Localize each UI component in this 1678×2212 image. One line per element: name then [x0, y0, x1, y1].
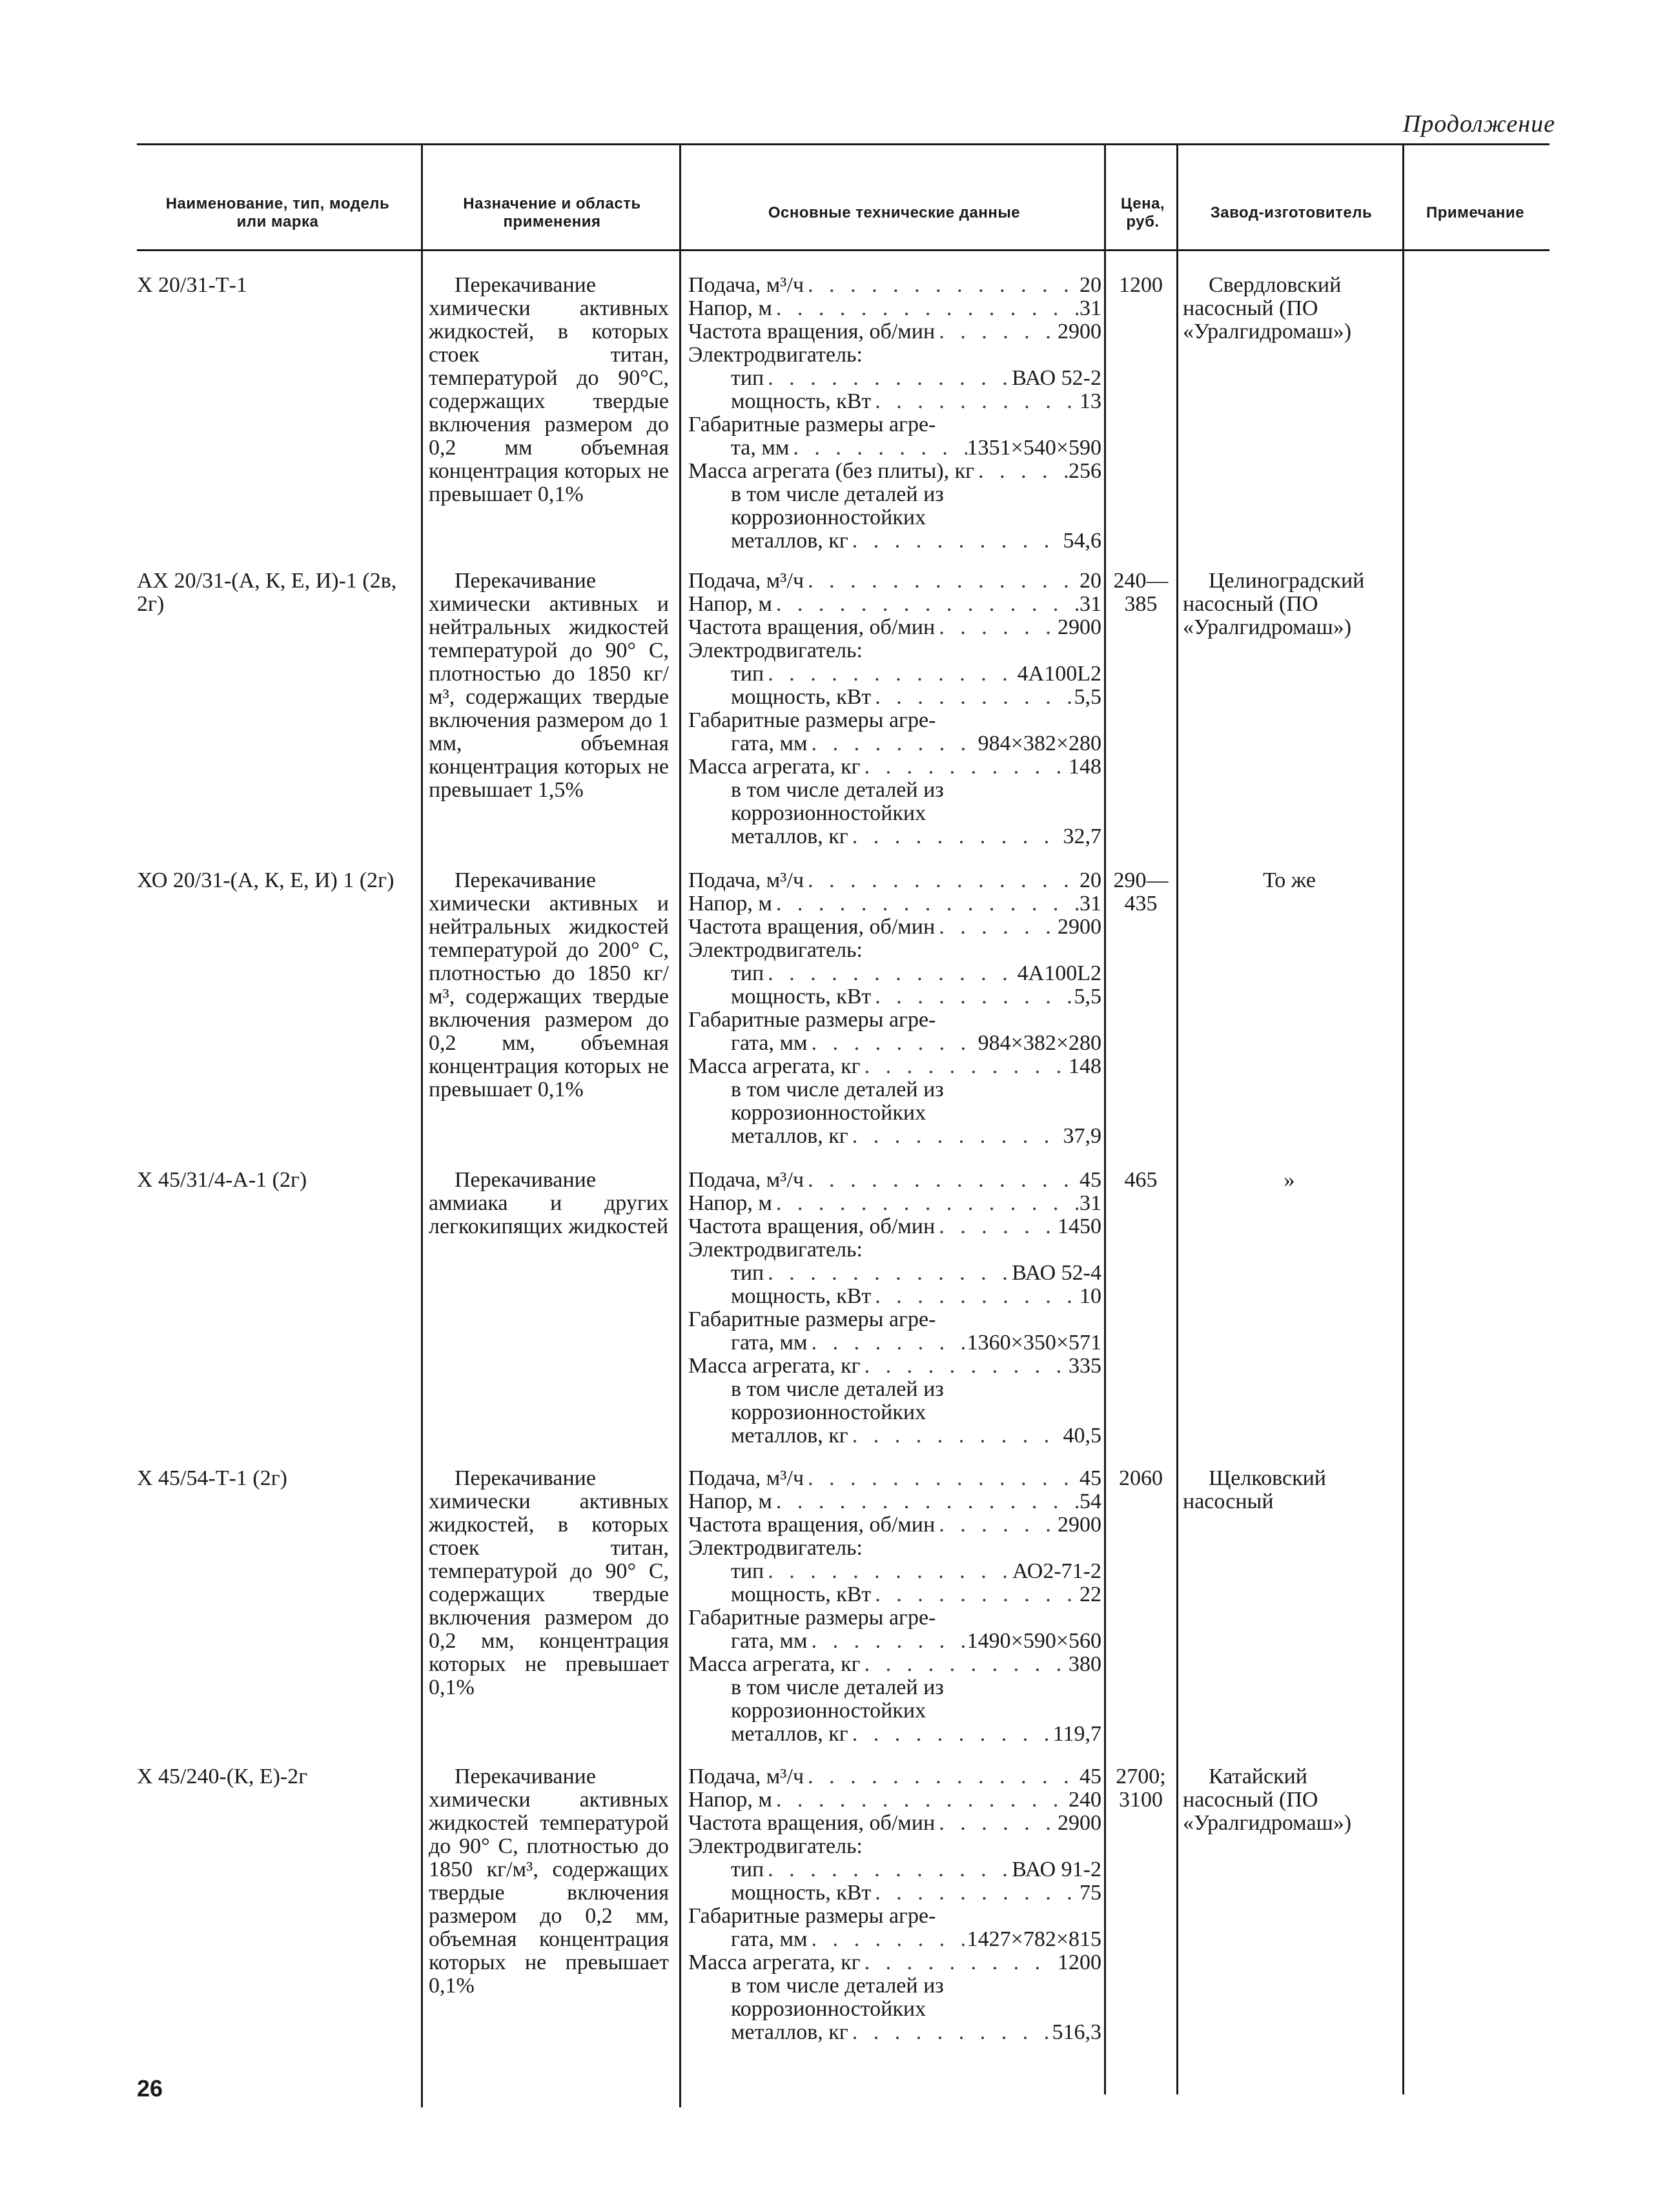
- leader-dots: [804, 569, 1079, 593]
- spec-label: металлов, кг: [731, 1424, 848, 1448]
- continuation-label: Продолжение: [1402, 110, 1555, 138]
- header-note: Примечание: [1426, 204, 1525, 221]
- purpose-paragraph: Перекачивание химически активных и нейтральных жидкостей температурой до 90° С, плотностью до 1850 кг/м³, содержащих твердые включения размером до 1 мм, объемная концентрация которых не превышает 1,5%: [429, 569, 669, 802]
- spec-corr-label: коррозионностойких: [731, 801, 926, 825]
- spec-label: Напор, м: [688, 1788, 772, 1812]
- spec-line: [688, 1032, 1101, 1055]
- spec-incl-label: в том числе деталей из: [731, 1078, 944, 1101]
- spec-value: 1360×350×571: [967, 1331, 1101, 1355]
- spec-line: [688, 616, 1101, 639]
- spec-line: [688, 1765, 1101, 1788]
- spec-value: 10: [1079, 1284, 1101, 1308]
- spec-value: 1427×782×815: [967, 1927, 1101, 1951]
- spec-value: 240: [1069, 1788, 1101, 1812]
- spec-line: [688, 460, 1101, 483]
- spec-label: мощность, кВт: [731, 1881, 872, 1905]
- spec-value: ВАО 52-4: [1012, 1261, 1101, 1285]
- spec-label: гата, мм: [731, 1031, 808, 1055]
- spec-label: Частота вращения, об/мин: [688, 915, 936, 939]
- leader-dots: [871, 1881, 1079, 1905]
- model-name: АХ 20/31-(А, К, Е, И)-1 (2в, 2г): [137, 569, 397, 616]
- manufacturer-text: То же: [1263, 868, 1316, 892]
- manufacturer-text: Катайский насосный (ПО «Уралгидромаш»): [1183, 1765, 1352, 1835]
- spec-line: [688, 1858, 1101, 1881]
- spec-value: 20: [1079, 868, 1101, 892]
- manufacturer: [1183, 569, 1396, 639]
- price: 465: [1124, 1168, 1158, 1192]
- purpose-text: [429, 869, 669, 1101]
- leader-dots: [772, 297, 1079, 320]
- spec-line: [688, 1215, 1101, 1238]
- spec-line: [688, 962, 1101, 985]
- spec-value: 2900: [1058, 1513, 1101, 1537]
- spec-line: [688, 1467, 1101, 1490]
- spec-label: Подача, м³/ч: [688, 868, 804, 892]
- spec-corr-label: коррозионностойких: [731, 1997, 926, 2021]
- purpose-paragraph: Перекачивание химически активных и нейтральных жидкостей температурой до 200° С, плотностью до 1850 кг/м³, содержащих твердые включения размером до 0,2 мм, объемная концентрация которых не превышает 0,1%: [429, 868, 669, 1101]
- spec-label: Напор, м: [688, 1191, 772, 1215]
- manufacturer: [1183, 869, 1396, 892]
- spec-label: Подача, м³/ч: [688, 273, 804, 297]
- spec-label: та, мм: [731, 436, 790, 460]
- purpose-paragraph: Перекачивание химически активных жидкостей температурой до 90° С, плотностью до 1850 кг/м³, содержащих твердые включения размером до 0,2 мм, объемная концентрация которых не превышает 0,1%: [429, 1765, 669, 1998]
- spec-line: [688, 529, 1101, 553]
- price: 2700; 3100: [1116, 1765, 1166, 1812]
- spec-value: 516,3: [1052, 2020, 1101, 2044]
- spec-value: 2900: [1058, 615, 1101, 639]
- spec-value: 45: [1079, 1765, 1101, 1788]
- spec-line: [688, 297, 1101, 320]
- spec-incl-label: в том числе деталей из: [731, 778, 944, 802]
- leader-dots: [764, 1262, 1012, 1285]
- spec-label: Частота вращения, об/мин: [688, 1811, 936, 1835]
- leader-dots: [848, 1424, 1063, 1448]
- spec-line: [688, 825, 1101, 848]
- spec-incl-label: в том числе деталей из: [731, 482, 944, 506]
- leader-dots: [861, 1653, 1069, 1676]
- spec-line: [688, 274, 1101, 297]
- spec-label: тип: [731, 366, 764, 390]
- spec-value: 148: [1069, 755, 1101, 779]
- spec-value: 54: [1079, 1490, 1101, 1513]
- spec-line: [688, 1513, 1101, 1537]
- spec-value: 22: [1079, 1582, 1101, 1606]
- spec-line: [688, 1653, 1101, 1676]
- spec-incl-label: в том числе деталей из: [731, 1377, 944, 1401]
- leader-dots: [935, 320, 1058, 343]
- leader-dots: [804, 274, 1079, 297]
- spec-line: [688, 1812, 1101, 1835]
- spec-corr-label: коррозионностойких: [731, 1699, 926, 1723]
- spec-label: Подача, м³/ч: [688, 1466, 804, 1490]
- leader-dots: [871, 390, 1079, 413]
- spec-value: 20: [1079, 273, 1101, 297]
- leader-dots: [871, 686, 1074, 709]
- spec-line: [688, 1355, 1101, 1378]
- manufacturer-text: Целиноградский насосный (ПО «Уралгидромаш»): [1183, 569, 1365, 639]
- column-divider: [1402, 145, 1404, 2094]
- spec-incl-label: в том числе деталей из: [731, 1675, 944, 1699]
- spec-motor-heading: Электродвигатель:: [688, 1238, 863, 1262]
- manufacturer: [1183, 274, 1396, 343]
- spec-dims-label: Габаритные размеры агре-: [688, 1606, 936, 1630]
- spec-label: тип: [731, 662, 764, 686]
- spec-label: мощность, кВт: [731, 985, 872, 1009]
- spec-line: [688, 1331, 1101, 1355]
- spec-line: [688, 1560, 1101, 1583]
- spec-line: [688, 2021, 1101, 2044]
- spec-label: мощность, кВт: [731, 1284, 872, 1308]
- leader-dots: [808, 1928, 967, 1951]
- leader-dots: [772, 1192, 1079, 1215]
- spec-value: 31: [1079, 892, 1101, 916]
- spec-label: Частота вращения, об/мин: [688, 1513, 936, 1537]
- spec-label: Масса агрегата, кг: [688, 1054, 861, 1078]
- spec-value: 335: [1069, 1354, 1101, 1378]
- leader-dots: [861, 1355, 1069, 1378]
- leader-dots: [808, 1032, 978, 1055]
- spec-value: 380: [1069, 1652, 1101, 1676]
- spec-label: металлов, кг: [731, 824, 848, 848]
- leader-dots: [861, 755, 1069, 779]
- spec-motor-heading: Электродвигатель:: [688, 1834, 863, 1858]
- column-divider: [1104, 145, 1106, 2094]
- price: 2060: [1119, 1466, 1163, 1490]
- leader-dots: [848, 1125, 1063, 1148]
- spec-line: [688, 1490, 1101, 1513]
- model-name: ХО 20/31-(А, К, Е, И) 1 (2г): [137, 868, 394, 892]
- spec-line: [688, 1424, 1101, 1448]
- leader-dots: [848, 825, 1063, 848]
- manufacturer-text: Свердловский насосный (ПО «Уралгидромаш»): [1183, 273, 1352, 343]
- spec-label: гата, мм: [731, 1331, 808, 1355]
- spec-line: [688, 686, 1101, 709]
- leader-dots: [804, 1765, 1079, 1788]
- spec-line: [688, 1285, 1101, 1308]
- spec-value: 4А100L2: [1017, 662, 1101, 686]
- spec-label: Частота вращения, об/мин: [688, 615, 936, 639]
- header-purpose: Назначение и область применения: [463, 195, 641, 230]
- spec-label: мощность, кВт: [731, 389, 872, 413]
- price: 1200: [1119, 273, 1163, 297]
- leader-dots: [764, 1858, 1012, 1881]
- leader-dots: [935, 616, 1058, 639]
- price: 290—435: [1113, 868, 1169, 916]
- spec-label: Масса агрегата (без плиты), кг: [688, 459, 975, 483]
- spec-label: металлов, кг: [731, 529, 848, 553]
- spec-label: гата, мм: [731, 1927, 808, 1951]
- leader-dots: [808, 1630, 967, 1653]
- spec-corr-label: коррозионностойких: [731, 1101, 926, 1125]
- leader-dots: [871, 1285, 1079, 1308]
- manufacturer: [1183, 1765, 1396, 1835]
- spec-line: [688, 436, 1101, 460]
- column-divider: [1176, 145, 1178, 2094]
- leader-dots: [871, 1583, 1079, 1606]
- spec-value: 1200: [1058, 1951, 1101, 1974]
- purpose-text: [429, 1467, 669, 1699]
- header-price: Цена, руб.: [1120, 195, 1165, 230]
- spec-line: [688, 390, 1101, 413]
- spec-value: 1351×540×590: [967, 436, 1101, 460]
- spec-line: [688, 1951, 1101, 1974]
- leader-dots: [764, 962, 1017, 985]
- model-name: Х 45/31/4-А-1 (2г): [137, 1168, 307, 1192]
- spec-line: [688, 755, 1101, 779]
- leader-dots: [808, 1331, 967, 1355]
- spec-label: Напор, м: [688, 296, 772, 320]
- leader-dots: [935, 1215, 1058, 1238]
- spec-line: [688, 1630, 1101, 1653]
- purpose-paragraph: Перекачивание аммиака и других легкокипящих жидкостей: [429, 1168, 669, 1238]
- purpose-text: [429, 1765, 669, 1998]
- leader-dots: [772, 1788, 1069, 1812]
- spec-label: Масса агрегата, кг: [688, 755, 861, 779]
- spec-value: 45: [1079, 1168, 1101, 1192]
- spec-corr-label: коррозионностойких: [731, 1400, 926, 1424]
- tech-specs: [688, 1169, 1101, 1448]
- tech-specs: [688, 869, 1101, 1148]
- leader-dots: [804, 1169, 1079, 1192]
- spec-label: Напор, м: [688, 1490, 772, 1513]
- spec-label: тип: [731, 1559, 764, 1583]
- manufacturer-text: Щелковский насосный: [1183, 1466, 1327, 1513]
- spec-label: мощность, кВт: [731, 685, 872, 709]
- spec-line: [688, 985, 1101, 1009]
- leader-dots: [804, 1467, 1079, 1490]
- leader-dots: [804, 869, 1079, 892]
- spec-label: Частота вращения, об/мин: [688, 1214, 936, 1238]
- page-number: 26: [137, 2075, 163, 2102]
- spec-label: металлов, кг: [731, 1124, 848, 1148]
- manufacturer-text: »: [1284, 1168, 1295, 1192]
- manufacturer: [1183, 1467, 1396, 1513]
- spec-value: ВАО 52-2: [1012, 366, 1101, 390]
- spec-label: Масса агрегата, кг: [688, 1951, 861, 1974]
- spec-dims-label: Габаритные размеры агре-: [688, 1904, 936, 1928]
- spec-line: [688, 367, 1101, 390]
- leader-dots: [772, 593, 1079, 616]
- model-name: Х 45/240-(К, Е)-2г: [137, 1765, 308, 1788]
- spec-value: 2900: [1058, 320, 1101, 343]
- spec-value: 2900: [1058, 915, 1101, 939]
- spec-line: [688, 732, 1101, 755]
- tech-specs: [688, 1765, 1101, 2044]
- leader-dots: [848, 1723, 1053, 1746]
- spec-line: [688, 1169, 1101, 1192]
- leader-dots: [764, 662, 1017, 686]
- spec-value: 75: [1079, 1881, 1101, 1905]
- header-name: Наименование, тип, модель или марка: [165, 195, 390, 230]
- spec-value: 1490×590×560: [967, 1629, 1101, 1653]
- manufacturer: [1183, 1169, 1396, 1192]
- spec-line: [688, 892, 1101, 916]
- spec-label: тип: [731, 1858, 764, 1881]
- spec-dims-label: Габаритные размеры агре-: [688, 1307, 936, 1331]
- spec-label: Масса агрегата, кг: [688, 1354, 861, 1378]
- spec-corr-label: коррозионностойких: [731, 506, 926, 529]
- spec-value: 31: [1079, 592, 1101, 616]
- spec-line: [688, 1928, 1101, 1951]
- spec-line: [688, 1262, 1101, 1285]
- purpose-text: [429, 569, 669, 802]
- leader-dots: [848, 2021, 1052, 2044]
- spec-label: тип: [731, 961, 764, 985]
- spec-value: ВАО 91-2: [1012, 1858, 1101, 1881]
- purpose-text: [429, 274, 669, 506]
- spec-line: [688, 869, 1101, 892]
- spec-dims-label: Габаритные размеры агре-: [688, 413, 936, 436]
- spec-label: мощность, кВт: [731, 1582, 872, 1606]
- header-specs: Основные технические данные: [768, 204, 1021, 221]
- purpose-text: [429, 1169, 669, 1238]
- spec-value: 32,7: [1063, 824, 1101, 848]
- spec-value: 31: [1079, 296, 1101, 320]
- spec-value: 5,5: [1074, 985, 1101, 1009]
- spec-value: АО2-71-2: [1012, 1559, 1101, 1583]
- spec-label: Подача, м³/ч: [688, 1765, 804, 1788]
- spec-value: 20: [1079, 569, 1101, 593]
- model-name: Х 45/54-Т-1 (2г): [137, 1466, 288, 1490]
- spec-incl-label: в том числе деталей из: [731, 1974, 944, 1998]
- leader-dots: [764, 1560, 1012, 1583]
- leader-dots: [764, 367, 1012, 390]
- leader-dots: [935, 916, 1058, 939]
- spec-line: [688, 662, 1101, 686]
- leader-dots: [808, 732, 978, 755]
- spec-value: 4А100L2: [1017, 961, 1101, 985]
- purpose-paragraph: Перекачивание химически активных жидкостей, в которых стоек титан, температурой до 90°С, содержащих твердые включения размером до 0,2 мм объемная концентрация которых не превышает 0,1%: [429, 273, 669, 506]
- leader-dots: [871, 985, 1074, 1009]
- spec-line: [688, 916, 1101, 939]
- leader-dots: [789, 436, 967, 460]
- spec-label: гата, мм: [731, 1629, 808, 1653]
- spec-value: 984×382×280: [977, 732, 1101, 755]
- header-maker: Завод-изготовитель: [1210, 204, 1373, 221]
- price: 240—385: [1113, 569, 1169, 616]
- spec-motor-heading: Электродвигатель:: [688, 938, 863, 962]
- spec-line: [688, 320, 1101, 343]
- leader-dots: [848, 529, 1063, 553]
- spec-value: 40,5: [1063, 1424, 1101, 1448]
- spec-label: Подача, м³/ч: [688, 1168, 804, 1192]
- leader-dots: [772, 1490, 1079, 1513]
- leader-dots: [861, 1951, 1058, 1974]
- spec-line: [688, 569, 1101, 593]
- spec-value: 31: [1079, 1191, 1101, 1215]
- leader-dots: [935, 1812, 1058, 1835]
- leader-dots: [772, 892, 1079, 916]
- spec-label: металлов, кг: [731, 1722, 848, 1746]
- spec-line: [688, 1055, 1101, 1078]
- spec-motor-heading: Электродвигатель:: [688, 343, 863, 367]
- spec-dims-label: Габаритные размеры агре-: [688, 1008, 936, 1032]
- spec-motor-heading: Электродвигатель:: [688, 1536, 863, 1560]
- leader-dots: [861, 1055, 1069, 1078]
- spec-label: Масса агрегата, кг: [688, 1652, 861, 1676]
- spec-value: 984×382×280: [977, 1031, 1101, 1055]
- spec-dims-label: Габаритные размеры агре-: [688, 708, 936, 732]
- spec-value: 119,7: [1052, 1722, 1101, 1746]
- spec-value: 37,9: [1063, 1124, 1101, 1148]
- spec-line: [688, 1881, 1101, 1905]
- column-divider: [679, 145, 681, 2107]
- spec-line: [688, 593, 1101, 616]
- spec-value: 45: [1079, 1466, 1101, 1490]
- spec-line: [688, 1583, 1101, 1606]
- spec-value: 148: [1069, 1054, 1101, 1078]
- spec-value: 13: [1079, 389, 1101, 413]
- column-divider: [421, 145, 423, 2107]
- tech-specs: [688, 274, 1101, 553]
- spec-label: тип: [731, 1261, 764, 1285]
- spec-line: [688, 1192, 1101, 1215]
- spec-label: металлов, кг: [731, 2020, 848, 2044]
- purpose-paragraph: Перекачивание химически активных жидкостей, в которых стоек титан, температурой до 90° С, содержащих твердые включения размером до 0,2 мм, концентрация которых не превышает 0,1%: [429, 1466, 669, 1699]
- spec-value: 5,5: [1074, 685, 1101, 709]
- header-top-rule: [137, 143, 1550, 145]
- tech-specs: [688, 569, 1101, 848]
- spec-value: 1450: [1058, 1214, 1101, 1238]
- spec-value: 256: [1069, 459, 1101, 483]
- tech-specs: [688, 1467, 1101, 1746]
- spec-label: Напор, м: [688, 892, 772, 916]
- spec-value: 54,6: [1063, 529, 1101, 553]
- spec-line: [688, 1788, 1101, 1812]
- model-name: Х 20/31-Т-1: [137, 273, 247, 297]
- leader-dots: [935, 1513, 1058, 1537]
- spec-label: Подача, м³/ч: [688, 569, 804, 593]
- spec-motor-heading: Электродвигатель:: [688, 639, 863, 662]
- spec-label: Частота вращения, об/мин: [688, 320, 936, 343]
- spec-label: Напор, м: [688, 592, 772, 616]
- leader-dots: [974, 460, 1069, 483]
- spec-label: гата, мм: [731, 732, 808, 755]
- spec-line: [688, 1723, 1101, 1746]
- spec-value: 2900: [1058, 1811, 1101, 1835]
- spec-line: [688, 1125, 1101, 1148]
